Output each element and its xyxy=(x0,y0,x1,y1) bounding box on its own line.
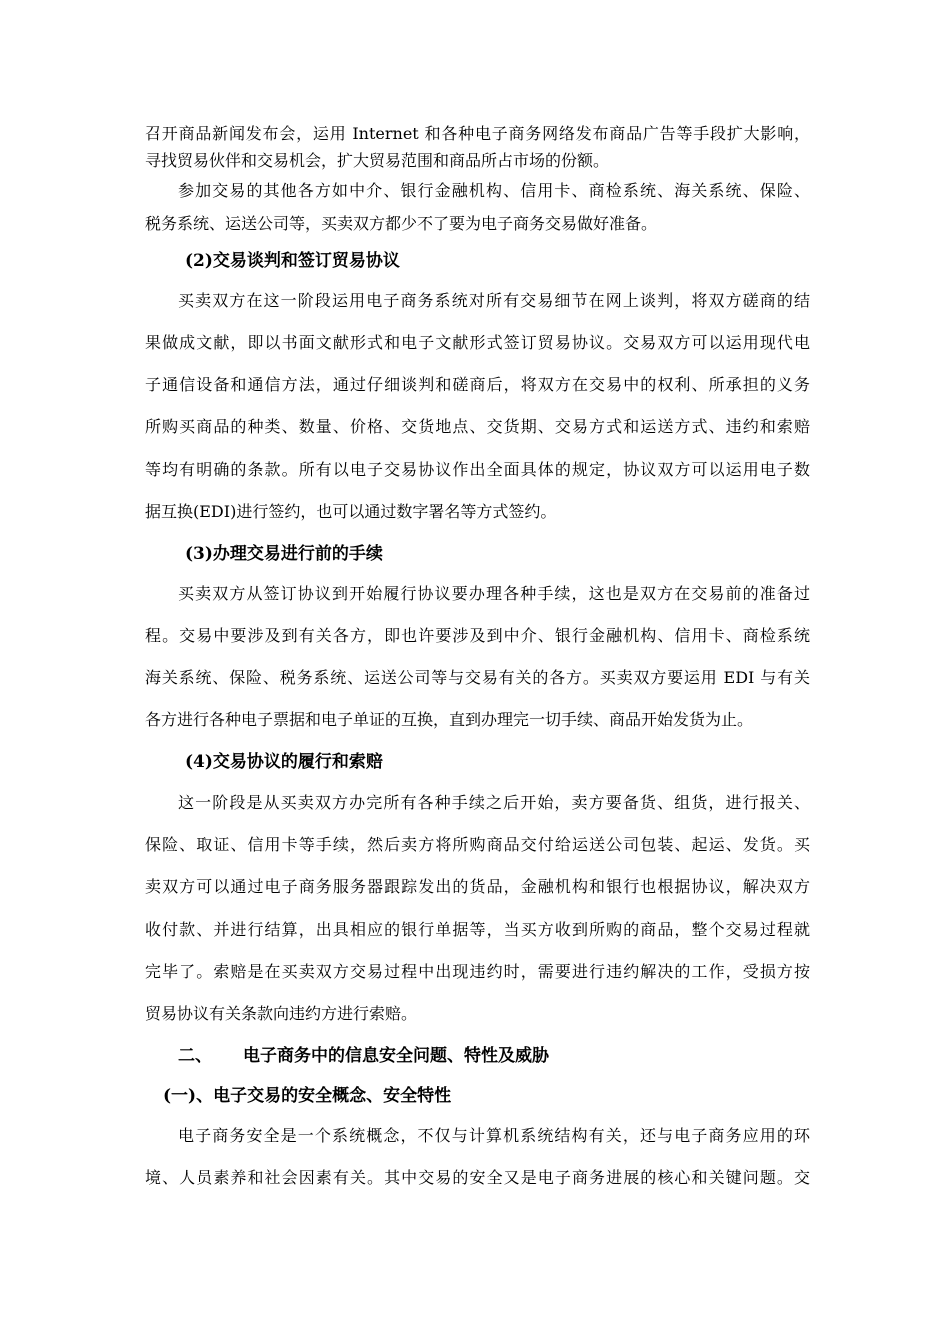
paragraph-line: 税务系统、运送公司等，买卖双方都少不了要为电子商务交易做好准备。 xyxy=(145,214,658,233)
paragraph-line: 等均有明确的条款。所有以电子交易协议作出全面具体的规定，协议双方可以运用电子数 xyxy=(145,460,810,479)
paragraph-line: 收付款、并进行结算，出具相应的银行单据等，当买方收到所购的商品，整个交易过程就 xyxy=(145,920,810,939)
paragraph-line: 这一阶段是从买卖双方办完所有各种手续之后开始，卖方要备货、组货，进行报关、 xyxy=(178,793,810,812)
section-heading-2: (2)交易谈判和签订贸易协议 xyxy=(185,251,400,271)
paragraph-line: 海关系统、保险、税务系统、运送公司等与交易有关的各方。买卖双方要运用 EDI 与有关 xyxy=(145,668,810,687)
paragraph-line: 保险、取证、信用卡等手续，然后卖方将所购商品交付给运送公司包装、起运、发货。买 xyxy=(145,835,810,854)
paragraph-line: 电子商务安全是一个系统概念，不仅与计算机系统结构有关，还与电子商务应用的环 xyxy=(178,1126,810,1145)
section-heading-3: (3)办理交易进行前的手续 xyxy=(185,544,383,564)
paragraph-line: 境、人员素养和社会因素有关。其中交易的安全又是电子商务进展的核心和关键问题。交 xyxy=(145,1168,810,1187)
paragraph-line: 买卖双方从签订协议到开始履行协议要办理各种手续，这也是双方在交易前的准备过 xyxy=(178,584,810,603)
paragraph-line: 子通信设备和通信方法，通过仔细谈判和磋商后，将双方在交易中的权利、所承担的义务 xyxy=(145,375,810,394)
paragraph-line: 据互换(EDI)进行签约，也可以通过数字署名等方式签约。 xyxy=(145,502,557,521)
paragraph-line: 寻找贸易伙伴和交易机会，扩大贸易范围和商品所占市场的份额。 xyxy=(145,151,610,170)
paragraph-line: 各方进行各种电子票据和电子单证的互换，直到办理完一切手续、商品开始发货为止。 xyxy=(145,710,754,729)
subsection-heading: (一)、电子交易的安全概念、安全特性 xyxy=(163,1086,452,1106)
paragraph-line: 贸易协议有关条款向违约方进行索赔。 xyxy=(145,1004,418,1023)
paragraph-line: 召开商品新闻发布会，运用 Internet 和各种电子商务网络发布商品广告等手段扩大影响， xyxy=(145,124,810,143)
paragraph-line: 完毕了。索赔是在买卖双方交易过程中出现违约时，需要进行违约解决的工作，受损方按 xyxy=(145,962,810,981)
chapter-title: 电子商务中的信息安全问题、特性及威胁 xyxy=(243,1046,549,1066)
paragraph-line: 买卖双方在这一阶段运用电子商务系统对所有交易细节在网上谈判，将双方磋商的结 xyxy=(178,291,810,310)
paragraph-line: 卖双方可以通过电子商务服务器跟踪发出的货品，金融机构和银行也根据协议，解决双方 xyxy=(145,877,810,896)
section-heading-4: (4)交易协议的履行和索赔 xyxy=(185,752,383,772)
paragraph-line: 果做成文献，即以书面文献形式和电子文献形式签订贸易协议。交易双方可以运用现代电 xyxy=(145,333,810,352)
paragraph-line: 所购买商品的种类、数量、价格、交货地点、交货期、交易方式和运送方式、违约和索赔 xyxy=(145,417,810,436)
paragraph-line: 程。交易中要涉及到有关各方，即也许要涉及到中介、银行金融机构、信用卡、商检系统 xyxy=(145,626,810,645)
paragraph-line: 参加交易的其他各方如中介、银行金融机构、信用卡、商检系统、海关系统、保险、 xyxy=(178,181,810,200)
chapter-number: 二、 xyxy=(178,1046,212,1066)
